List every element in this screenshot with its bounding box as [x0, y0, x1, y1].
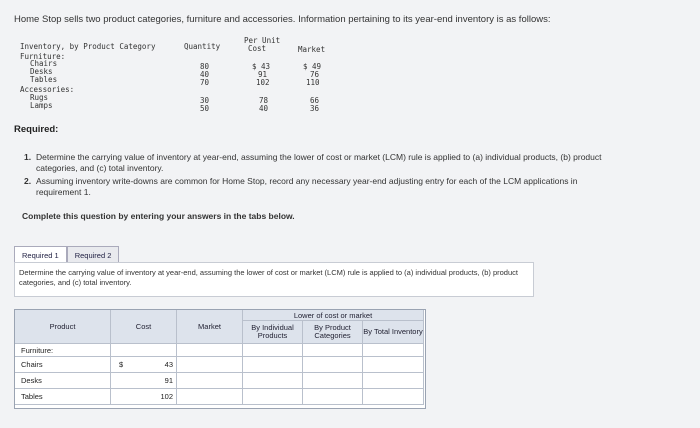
qty-lamps: 50: [200, 104, 210, 113]
intro-text: Home Stop sells two product categories, furniture and accessories. Information pertaining to its year-end inventory is as follows:: [14, 14, 551, 25]
header-per-unit: Per Unit: [244, 36, 281, 45]
total-input-chairs[interactable]: [363, 357, 424, 373]
market-desks: 76: [310, 70, 320, 79]
row-label-desks: Desks: [15, 373, 111, 389]
required-item-1: [24, 152, 624, 174]
qty-chairs: 80: [200, 62, 210, 71]
cost-cell-desks: [111, 373, 177, 389]
category-cell-furniture: [303, 344, 363, 357]
answer-table: [14, 309, 424, 409]
item-lamps: Lamps: [30, 101, 53, 110]
market-tables: 110: [306, 78, 320, 87]
market-chairs: $ 49: [303, 62, 322, 71]
cost-cell-furniture: [111, 344, 177, 357]
item-rugs: Rugs: [30, 93, 49, 102]
header-cost: Cost: [248, 44, 267, 53]
required-num-1: 1.: [24, 152, 32, 162]
item-desks: Desks: [30, 67, 53, 76]
header-by-category: By Product Categories: [303, 321, 363, 344]
header-by-total: By Total Inventory: [363, 321, 424, 344]
total-cell-furniture: [363, 344, 424, 357]
header-category: Inventory, by Product Category: [20, 42, 156, 51]
cost-lamps: 40: [259, 104, 269, 113]
cost-value-desks: 91: [164, 376, 173, 385]
market-input-chairs[interactable]: [177, 357, 243, 373]
row-label-furniture: Furniture:: [15, 344, 111, 357]
dollar-sign: $: [119, 360, 124, 369]
required-title: Required:: [14, 124, 59, 135]
required-text-2: Assuming inventory write-downs are common for Home Stop, record any necessary year-end adjusting entry for each of the LCM applications in requirement 1.: [36, 176, 578, 197]
cost-value-chairs: 43: [164, 360, 173, 369]
market-rugs: 66: [310, 96, 320, 105]
individual-input-chairs[interactable]: [243, 357, 303, 373]
row-label-chairs: Chairs: [15, 357, 111, 373]
cost-value-tables: 102: [160, 392, 173, 401]
individual-input-tables[interactable]: [243, 389, 303, 405]
inventory-info-table: [20, 36, 340, 122]
required-num-2: 2.: [24, 176, 32, 186]
row-label-tables: Tables: [15, 389, 111, 405]
tab-required-1[interactable]: Required 1: [14, 246, 67, 264]
item-chairs: Chairs: [30, 59, 58, 68]
market-input-desks[interactable]: [177, 373, 243, 389]
header-quantity: Quantity: [184, 42, 221, 51]
cost-cell-tables: [111, 389, 177, 405]
required-text-1: Determine the carrying value of inventory at year-end, assuming the lower of cost or market (LCM) rule is applied to (a) individual products, (b) product categories, and (c) total inventory.: [36, 152, 602, 173]
header-market: Market: [298, 45, 326, 54]
market-input-tables[interactable]: [177, 389, 243, 405]
cost-cell-chairs: [111, 357, 177, 373]
cost-desks: 91: [258, 70, 268, 79]
item-tables: Tables: [30, 75, 58, 84]
total-input-tables[interactable]: [363, 389, 424, 405]
category-input-desks[interactable]: [303, 373, 363, 389]
individual-cell-furniture: [243, 344, 303, 357]
tab-required-2[interactable]: Required 2: [67, 246, 120, 264]
task-description: Determine the carrying value of inventory at year-end, assuming the lower of cost or market (LCM) rule is applied to (a) individual products, (b) product categories, and (c) total inventory.: [14, 262, 534, 297]
group-accessories: Accessories:: [20, 85, 75, 94]
required-item-2: [24, 176, 624, 198]
category-input-chairs[interactable]: [303, 357, 363, 373]
market-cell-furniture: [177, 344, 243, 357]
header-cost-col: Cost: [111, 310, 177, 344]
header-by-individual: By Individual Products: [243, 321, 303, 344]
qty-desks: 40: [200, 70, 210, 79]
header-lcm: Lower of cost or market: [243, 310, 424, 321]
individual-input-desks[interactable]: [243, 373, 303, 389]
header-market-col: Market: [177, 310, 243, 344]
cost-rugs: 78: [259, 96, 269, 105]
category-input-tables[interactable]: [303, 389, 363, 405]
cost-chairs: $ 43: [252, 62, 271, 71]
total-input-desks[interactable]: [363, 373, 424, 389]
qty-rugs: 30: [200, 96, 210, 105]
header-product: Product: [15, 310, 111, 344]
cost-tables: 102: [256, 78, 270, 87]
required-list: [24, 152, 624, 200]
group-furniture: Furniture:: [20, 52, 66, 61]
qty-tables: 70: [200, 78, 210, 87]
instruction-text: Complete this question by entering your answers in the tabs below.: [22, 211, 295, 221]
market-lamps: 36: [310, 104, 320, 113]
